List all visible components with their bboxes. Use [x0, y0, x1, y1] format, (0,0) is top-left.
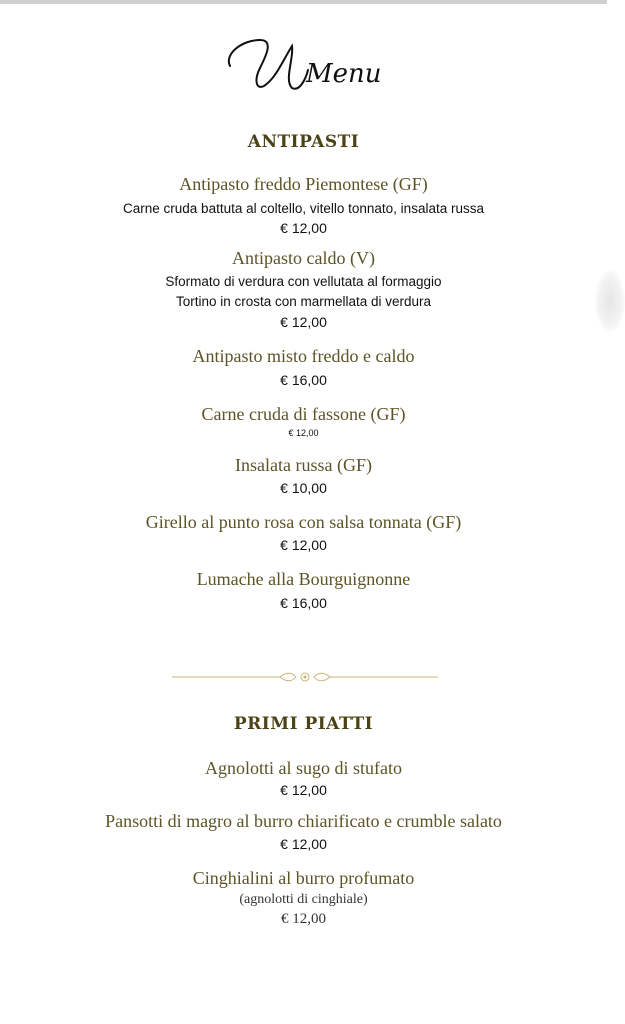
dish-price: € 12,00: [280, 537, 327, 553]
dish-name: Cinghialini al burro profumato: [192, 868, 415, 888]
dish-name: Girello al punto rosa con salsa tonnata (GF): [145, 512, 462, 532]
dish-name: Antipasto misto freddo e caldo: [192, 346, 415, 366]
dish-price: € 16,00: [280, 595, 327, 611]
dish-price: € 12,00: [280, 220, 327, 236]
dish-name: Lumache alla Bourguignonne: [196, 569, 411, 589]
section-title-primi: PRIMI PIATTI: [233, 714, 374, 734]
dish-price: € 16,00: [280, 372, 327, 388]
menu-logo: [220, 28, 382, 106]
dish-name: Antipasto caldo (V): [232, 248, 375, 268]
dish-price: € 12,00: [280, 836, 327, 852]
dish-note: (agnolotti di cinghiale): [239, 892, 368, 907]
dish-name: Carne cruda di fassone (GF): [201, 404, 406, 424]
top-border: [0, 0, 607, 4]
section-title-antipasti: ANTIPASTI: [247, 132, 360, 152]
dish-price: € 12,00: [288, 428, 319, 438]
dish-name: Insalata russa (GF): [235, 455, 372, 475]
dish-description: Tortino in crosta con marmellata di verdura: [175, 294, 432, 309]
dish-description: Carne cruda battuta al coltello, vitello tonnato, insalata russa: [123, 201, 484, 216]
menu-logo-text: Menu: [306, 59, 382, 89]
dish-description: Sformato di verdura con vellutata al formaggio: [165, 274, 442, 289]
ornamental-divider-icon: [172, 670, 438, 684]
dish-name: Antipasto freddo Piemontese (GF): [179, 174, 428, 194]
dish-price: € 10,00: [280, 480, 327, 496]
dish-name: Agnolotti al sugo di stufato: [205, 758, 402, 778]
dish-name: Pansotti di magro al burro chiarificato e crumble salato: [105, 811, 502, 831]
dish-price: € 12,00: [281, 911, 326, 927]
dish-price: € 12,00: [280, 314, 327, 330]
dish-price: € 12,00: [280, 782, 327, 798]
